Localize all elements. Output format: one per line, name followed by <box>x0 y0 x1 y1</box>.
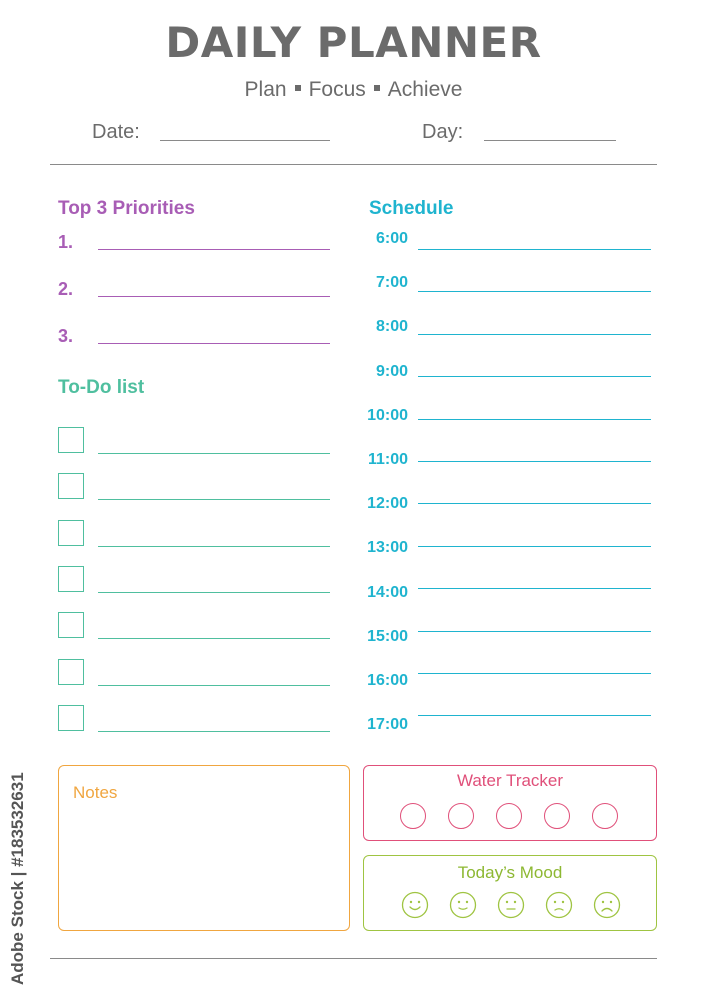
todo-checkbox[interactable] <box>58 566 84 592</box>
todo-line[interactable] <box>98 499 330 500</box>
day-field[interactable] <box>484 140 616 141</box>
tagline-achieve: Achieve <box>387 78 463 101</box>
schedule-time: 13:00 <box>367 539 408 557</box>
schedule-time: 9:00 <box>375 362 408 380</box>
priority-line[interactable] <box>98 343 330 344</box>
tagline-plan: Plan <box>244 78 287 101</box>
water-glass-icon[interactable] <box>496 803 522 829</box>
header-divider <box>50 164 657 165</box>
schedule-line[interactable] <box>418 249 651 250</box>
smile-face-icon[interactable] <box>449 891 477 919</box>
notes-box[interactable] <box>58 765 350 931</box>
page-title: DAILY PLANNER <box>165 18 542 67</box>
schedule-time: 6:00 <box>375 230 408 247</box>
schedule-line[interactable] <box>418 376 651 377</box>
mood-box <box>363 855 657 931</box>
todo-line[interactable] <box>98 453 330 454</box>
stock-credit: Adobe Stock | #183532631 <box>8 772 27 985</box>
todo-line[interactable] <box>98 546 330 547</box>
todo-line[interactable] <box>98 685 330 686</box>
sad-face-icon[interactable] <box>545 891 573 919</box>
todo-title: To-Do list <box>58 377 145 398</box>
footer-divider <box>50 958 657 959</box>
todo-checkbox[interactable] <box>58 427 84 453</box>
water-glass-icon[interactable] <box>400 803 426 829</box>
todo-checkbox[interactable] <box>58 520 84 546</box>
frown-face-icon[interactable] <box>593 891 621 919</box>
todo-checkbox[interactable] <box>58 705 84 731</box>
notes-title: Notes <box>73 783 118 802</box>
water-glass-icon[interactable] <box>544 803 570 829</box>
date-field[interactable] <box>160 140 330 141</box>
schedule-line[interactable] <box>418 503 651 504</box>
schedule-line[interactable] <box>418 419 651 420</box>
date-label: Date: <box>92 121 140 143</box>
schedule-time: 15:00 <box>367 627 408 645</box>
schedule-time: 12:00 <box>367 495 408 513</box>
schedule-title: Schedule <box>369 198 454 219</box>
priority-number: 2. <box>58 279 74 299</box>
priorities-title: Top 3 Priorities <box>58 198 195 219</box>
bullet-icon <box>295 85 301 91</box>
tagline-focus: Focus <box>308 78 366 101</box>
schedule-line[interactable] <box>418 461 651 462</box>
schedule-time: 8:00 <box>375 318 408 336</box>
todo-checkbox[interactable] <box>58 473 84 499</box>
schedule-time: 7:00 <box>375 274 408 292</box>
schedule-time: 14:00 <box>367 583 408 601</box>
water-tracker-title: Water Tracker <box>456 771 564 790</box>
priority-line[interactable] <box>98 249 330 250</box>
tagline <box>0 78 707 102</box>
schedule-line[interactable] <box>418 546 651 547</box>
schedule-time: 11:00 <box>367 451 408 468</box>
schedule-line[interactable] <box>418 291 651 292</box>
mood-title: Today’s Mood <box>457 863 563 882</box>
todo-line[interactable] <box>98 638 330 639</box>
todo-checkbox[interactable] <box>58 612 84 638</box>
priority-line[interactable] <box>98 296 330 297</box>
schedule-line[interactable] <box>418 715 651 716</box>
water-glass-icon[interactable] <box>448 803 474 829</box>
water-glass-icon[interactable] <box>592 803 618 829</box>
day-label: Day: <box>422 121 464 143</box>
priority-number: 1. <box>58 232 74 252</box>
happy-face-icon[interactable] <box>401 891 429 919</box>
water-tracker-box <box>363 765 657 841</box>
schedule-line[interactable] <box>418 631 651 632</box>
schedule-time: 16:00 <box>367 672 408 689</box>
schedule-time: 10:00 <box>367 406 408 424</box>
priority-number: 3. <box>58 326 74 346</box>
schedule-line[interactable] <box>418 334 651 335</box>
todo-line[interactable] <box>98 731 330 732</box>
todo-line[interactable] <box>98 592 330 593</box>
schedule-line[interactable] <box>418 588 651 589</box>
todo-checkbox[interactable] <box>58 659 84 685</box>
schedule-time: 17:00 <box>367 716 408 734</box>
bullet-icon <box>374 85 380 91</box>
neutral-face-icon[interactable] <box>497 891 525 919</box>
schedule-line[interactable] <box>418 673 651 674</box>
